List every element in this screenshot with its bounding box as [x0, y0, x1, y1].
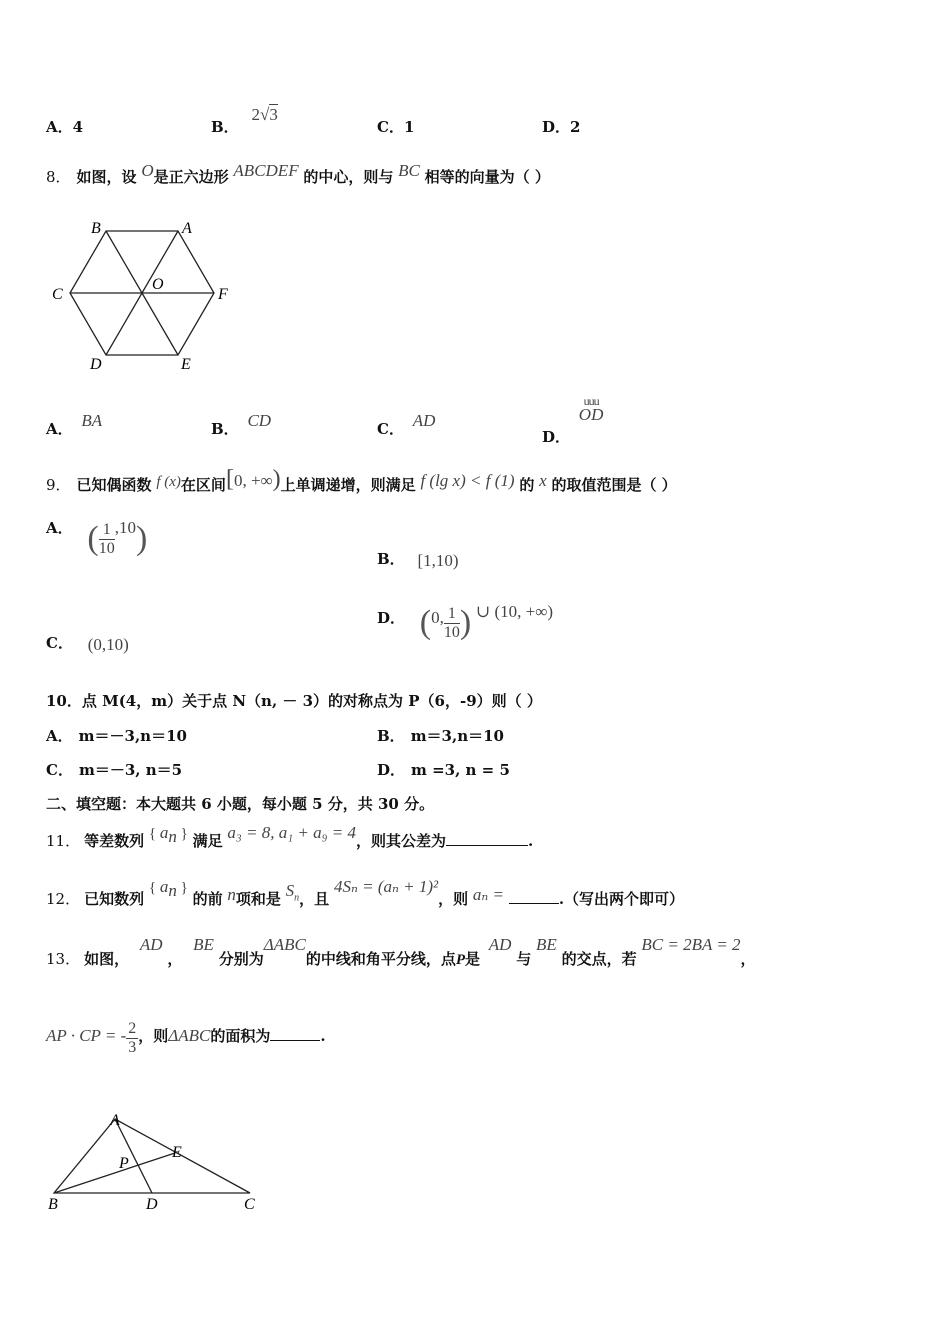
- q9-text-1: 已知偶函数: [76, 476, 152, 494]
- sqrt-icon: √: [259, 105, 270, 124]
- q13-text-7: ，: [740, 950, 756, 968]
- q12-sum-symbol: S: [285, 881, 295, 900]
- q8-option-b-value: CD: [247, 411, 272, 430]
- q13-frac-numerator: 2: [128, 1020, 137, 1037]
- q13-text-8: ，则: [138, 1026, 169, 1045]
- left-paren-icon: (: [419, 604, 432, 641]
- q7-option-c-label: C．: [377, 118, 404, 136]
- q13-text-2: 分别为: [218, 950, 264, 968]
- q8-vector-bc: BC: [398, 161, 420, 180]
- right-paren-icon: ): [136, 520, 148, 557]
- q9-option-a: [46, 520, 147, 558]
- q12-seq-sub: n: [168, 881, 177, 900]
- q10-option-d-value: m =3, n = 5: [411, 761, 510, 779]
- q13-number: 13．: [46, 950, 81, 968]
- q13-text-3: 的中线和角平分线，点: [305, 950, 456, 968]
- hex-label-a: A: [182, 220, 192, 237]
- q9-option-c: [46, 632, 129, 653]
- q13-dot-product: AP · CP = -: [46, 1025, 127, 1045]
- q10-option-b-value: m＝3,n＝10: [410, 727, 504, 745]
- bisector-be: [54, 1153, 175, 1193]
- q12-text-2: 的前: [192, 890, 223, 908]
- tri-label-d: D: [146, 1196, 158, 1213]
- q12-variable-n: n: [227, 885, 236, 904]
- q8-text-3: 的中心，则与: [303, 168, 394, 186]
- q12-number: 12．: [46, 890, 81, 908]
- q9-option-c-label: C．: [46, 634, 73, 652]
- q11-text-4: .: [528, 832, 534, 850]
- q9-option-d-label: D．: [377, 609, 406, 627]
- q12-text-1: 已知数列: [84, 890, 145, 908]
- q12-sum-sub: n: [294, 892, 300, 904]
- q8-text-4: 相等的向量为（ ）: [424, 168, 550, 186]
- q13-text-6: 的交点，若: [561, 950, 637, 968]
- q13-triangle-2: ΔABC: [168, 1025, 211, 1045]
- q12-equation: 4Sₙ = (aₙ + 1)²: [333, 877, 439, 896]
- q9-option-d-zero: 0,: [431, 608, 444, 627]
- q8-text-2: 是正六边形: [153, 168, 229, 186]
- right-paren-icon: ): [459, 604, 472, 641]
- q9-inequality: f (lg x) < f (1): [420, 471, 515, 490]
- q8-hexagon-name: ABCDEF: [233, 161, 299, 180]
- q13-condition: BC = 2BA = 2: [641, 935, 741, 954]
- q13-text-4: 是: [465, 950, 481, 968]
- q7-option-c-value: 1: [403, 118, 415, 136]
- q8-option-c-value: AD: [412, 411, 436, 430]
- q7-option-b-value: [251, 105, 277, 124]
- q12-text-4: ，且: [299, 890, 330, 908]
- q9-stem: [46, 466, 677, 493]
- q13-segment-be-2: BE: [536, 935, 557, 954]
- q11-seq-symbol: a: [159, 823, 169, 842]
- tri-label-a: A: [110, 1112, 120, 1129]
- q13-fraction: [126, 1020, 138, 1057]
- q11-text-2: 满足: [192, 832, 223, 850]
- q8-option-d-label: D．: [542, 428, 571, 446]
- q9-number: 9．: [46, 476, 71, 494]
- q12-seq-symbol: a: [159, 877, 169, 896]
- q11-text-3: ，则其公差为: [356, 832, 447, 850]
- tri-label-b: B: [48, 1196, 58, 1213]
- hex-label-e: E: [181, 356, 191, 373]
- q8-text-1: 如图，设: [76, 168, 137, 186]
- q8-option-b: [211, 410, 272, 438]
- q8-option-a: [46, 410, 103, 438]
- q12-stem: [46, 876, 685, 908]
- q8-option-d-value: OD: [578, 405, 604, 424]
- q7-option-d-value: 2: [570, 118, 581, 136]
- q8-option-b-label: B．: [211, 420, 239, 438]
- hex-label-b: B: [91, 220, 101, 237]
- q10-option-b-label: B．: [377, 727, 405, 745]
- vector-arrow-icon: uuu: [583, 394, 599, 408]
- q10-option-c-value: m＝－3, n＝5: [78, 761, 183, 779]
- q13-point-p: P: [455, 952, 465, 968]
- q8-option-c-label: C．: [377, 420, 404, 438]
- q13-text-5: 与: [516, 950, 532, 968]
- q13-segment-be: BE: [193, 935, 214, 954]
- q9-option-b: [377, 548, 459, 569]
- q13-text-10: .: [320, 1026, 326, 1045]
- tri-label-p: P: [119, 1155, 129, 1172]
- q9-a-denominator: 10: [98, 539, 115, 557]
- q8-option-a-value: BA: [81, 411, 103, 430]
- q13-segment-ad: AD: [139, 935, 163, 954]
- q10-option-a-label: A．: [46, 727, 73, 745]
- q9-option-d: [377, 604, 553, 642]
- q13-stem-line1: [46, 934, 756, 968]
- q12-sum: [285, 881, 300, 904]
- q8-option-d-vector: [579, 396, 604, 424]
- q9-function: f (x): [156, 474, 181, 490]
- q9-option-c-value: (0,10): [87, 635, 129, 654]
- q12-text-5: ，则: [438, 890, 469, 908]
- q11-answer-blank[interactable]: [446, 831, 528, 846]
- q9-option-b-label: B．: [377, 550, 405, 568]
- q12-general-term: aₙ =: [472, 885, 505, 904]
- hex-label-o: O: [152, 276, 164, 293]
- q13-comma: ，: [167, 950, 183, 968]
- q13-triangle: ΔABC: [263, 935, 306, 954]
- q12-sequence: { $a_n$ }: [148, 877, 188, 900]
- q10-option-d-label: D．: [377, 761, 406, 779]
- q9-interval-value: 0, +∞: [233, 471, 273, 490]
- q11-condition: a₃ = 8, a₁ + a₉ = 4: [227, 823, 357, 842]
- q7-option-d: [542, 116, 580, 137]
- hex-label-d: D: [90, 356, 102, 373]
- q9-option-a-rest: ,10: [114, 518, 136, 537]
- tri-label-c: C: [244, 1196, 255, 1213]
- q7-option-a-label: A．: [46, 118, 73, 136]
- hexagon-figure: [44, 215, 244, 380]
- q7-option-d-label: D．: [542, 118, 571, 136]
- left-paren-icon: (: [87, 520, 99, 557]
- hex-label-c: C: [52, 286, 63, 303]
- q9-option-d-fraction: [444, 605, 460, 642]
- triangle-lines: [54, 1119, 250, 1193]
- q9-text-2: 在区间: [180, 476, 226, 494]
- q10-option-c: [46, 759, 182, 780]
- q13-stem-line2: [46, 1020, 326, 1057]
- q9-d-numerator: 1: [444, 605, 460, 624]
- q13-text-1: 如图，: [84, 950, 130, 968]
- q9-text-4: 的: [519, 476, 535, 494]
- hex-label-f: F: [218, 286, 228, 303]
- q7-option-a: [46, 116, 83, 137]
- q12-text-3: 项和是: [235, 890, 281, 908]
- q9-text-3: 上单调递增，则满足: [280, 476, 416, 494]
- q8-point-o: O: [141, 161, 154, 180]
- q13-frac-denominator: 3: [128, 1039, 137, 1056]
- q10-option-c-label: C．: [46, 761, 73, 779]
- q10-option-a-value: m＝－3,n＝10: [78, 727, 187, 745]
- q9-a-numerator: 1: [99, 521, 115, 540]
- q7-option-b: [211, 104, 278, 136]
- q9-interval: [0, +∞): [225, 466, 281, 492]
- q11-stem: [46, 822, 534, 850]
- q7-option-c: [377, 116, 414, 137]
- q13-text-9: 的面积为: [210, 1026, 271, 1045]
- q7-b-coef: 2: [251, 105, 260, 124]
- q11-seq-sub: n: [168, 827, 177, 846]
- q10-option-a: [46, 725, 187, 746]
- q7-option-b-label: B．: [211, 118, 239, 136]
- q10-stem: 10．点 M(4，m）关于点 N（n, － 3）的对称点为 P（6，-9）则（ ）: [46, 692, 542, 710]
- q9-option-d-rest: ∪ (10, +∞): [475, 602, 554, 621]
- q7-option-a-value: 4: [72, 118, 84, 136]
- q9-text-5: 的取值范围是（ ）: [551, 476, 677, 494]
- q9-option-b-value: [1,10): [417, 551, 459, 570]
- q8-option-a-label: A．: [46, 420, 73, 438]
- hexagon-lines: [70, 231, 214, 355]
- q8-option-c: [377, 410, 436, 438]
- q11-number: 11．: [46, 832, 81, 850]
- q13-answer-blank[interactable]: [270, 1026, 320, 1041]
- tri-label-e: E: [172, 1144, 182, 1161]
- q9-option-a-label: A．: [46, 519, 73, 537]
- q9-d-denominator: 10: [443, 623, 460, 641]
- triangle-figure: [40, 1105, 280, 1225]
- triangle-outline: [54, 1119, 250, 1193]
- q10-option-d: [377, 759, 510, 780]
- q8-number: 8．: [46, 168, 71, 186]
- q10-option-b: [377, 725, 504, 746]
- q11-text-1: 等差数列: [84, 832, 145, 850]
- q13-segment-ad-2: AD: [488, 935, 512, 954]
- q7-b-radicand: 3: [269, 105, 278, 124]
- q8-option-d: [542, 394, 604, 446]
- q12-answer-blank[interactable]: [509, 889, 559, 904]
- q9-option-a-fraction: [99, 521, 115, 558]
- q8-stem: [46, 161, 550, 187]
- q11-sequence: { $a_n$ }: [148, 823, 188, 846]
- q12-text-6: .（写出两个即可）: [558, 890, 685, 908]
- section-2-title: 二、填空题：本大题共 6 小题，每小题 5 分，共 30 分。: [46, 795, 435, 813]
- q9-variable-x: x: [539, 471, 547, 490]
